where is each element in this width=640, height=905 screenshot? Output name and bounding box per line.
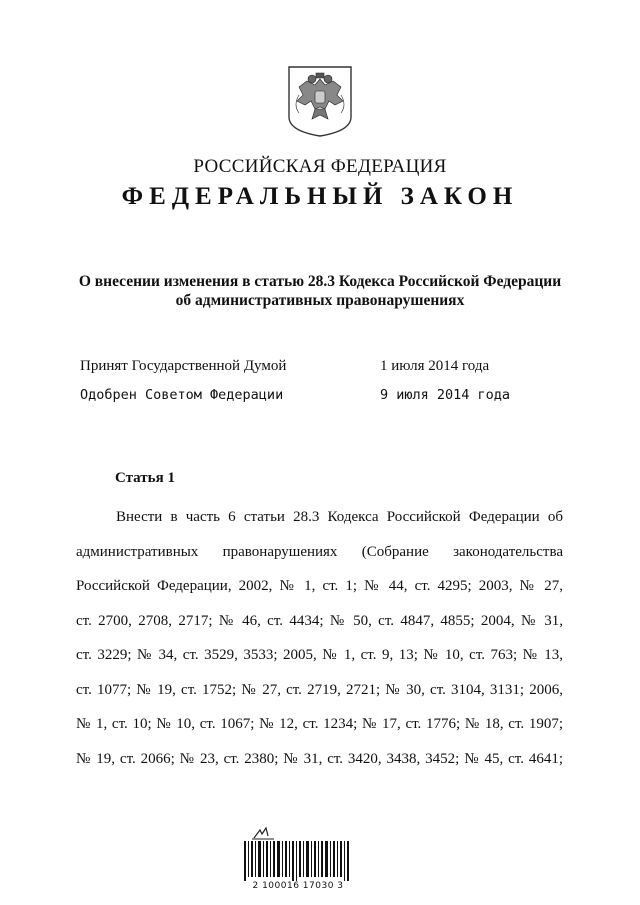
body-line: административных правонарушениях (Собрание законодательства — [76, 543, 563, 560]
barcode-block — [238, 826, 358, 896]
approved-date: 9 июля 2014 года — [380, 387, 511, 403]
document-type: ФЕДЕРАЛЬНЫЙ ЗАКОН — [121, 183, 519, 210]
barcode-number: 2 100016 17030 3 — [252, 881, 344, 891]
adopted-label: Принят Государственной Думой — [80, 358, 287, 374]
body-line: Российской Федерации, 2002, № 1, ст. 1; № 44, ст. 4295; 2003, № 27, — [76, 578, 563, 594]
body-line: № 19, ст. 2066; № 23, ст. 2380; № 31, ст. 3420, 3438, 3452; № 45, ст. 4641; — [76, 750, 563, 767]
body-line: ст. 2700, 2708, 2717; № 46, ст. 4434; № 50, ст. 4847, 4855; 2004, № 31, — [76, 612, 563, 629]
coat-of-arms-emblem — [285, 65, 355, 137]
barcode — [238, 841, 358, 881]
approved-label: Одобрен Советом Федерации — [80, 387, 284, 403]
adopted-date: 1 июля 2014 года — [380, 358, 490, 374]
article-title: Статья 1 — [115, 470, 175, 486]
body-line: Внести в часть 6 статьи 28.3 Кодекса Российской Федерации об — [116, 509, 563, 525]
country-name: РОССИЙСКАЯ ФЕДЕРАЦИЯ — [193, 156, 447, 177]
body-line: ст. 3229; № 34, ст. 3529, 3533; 2005, № 1, ст. 9, 13; № 10, ст. 763; № 13, — [76, 647, 563, 663]
body-line: № 1, ст. 10; № 10, ст. 1067; № 12, ст. 1234; № 17, ст. 1776; № 18, ст. 1907; — [76, 716, 563, 732]
law-title-line-1: О внесении изменения в статью 28.3 Кодекса Российской Федерации — [78, 273, 562, 290]
law-title-line-2: об административных правонарушениях — [175, 292, 465, 309]
article-body — [76, 500, 563, 776]
body-line: ст. 1077; № 19, ст. 1752; № 27, ст. 2719, 2721; № 30, ст. 3104, 3131; 2006, — [76, 681, 563, 698]
law-title — [60, 272, 580, 310]
barcode-mark-icon — [252, 826, 282, 840]
